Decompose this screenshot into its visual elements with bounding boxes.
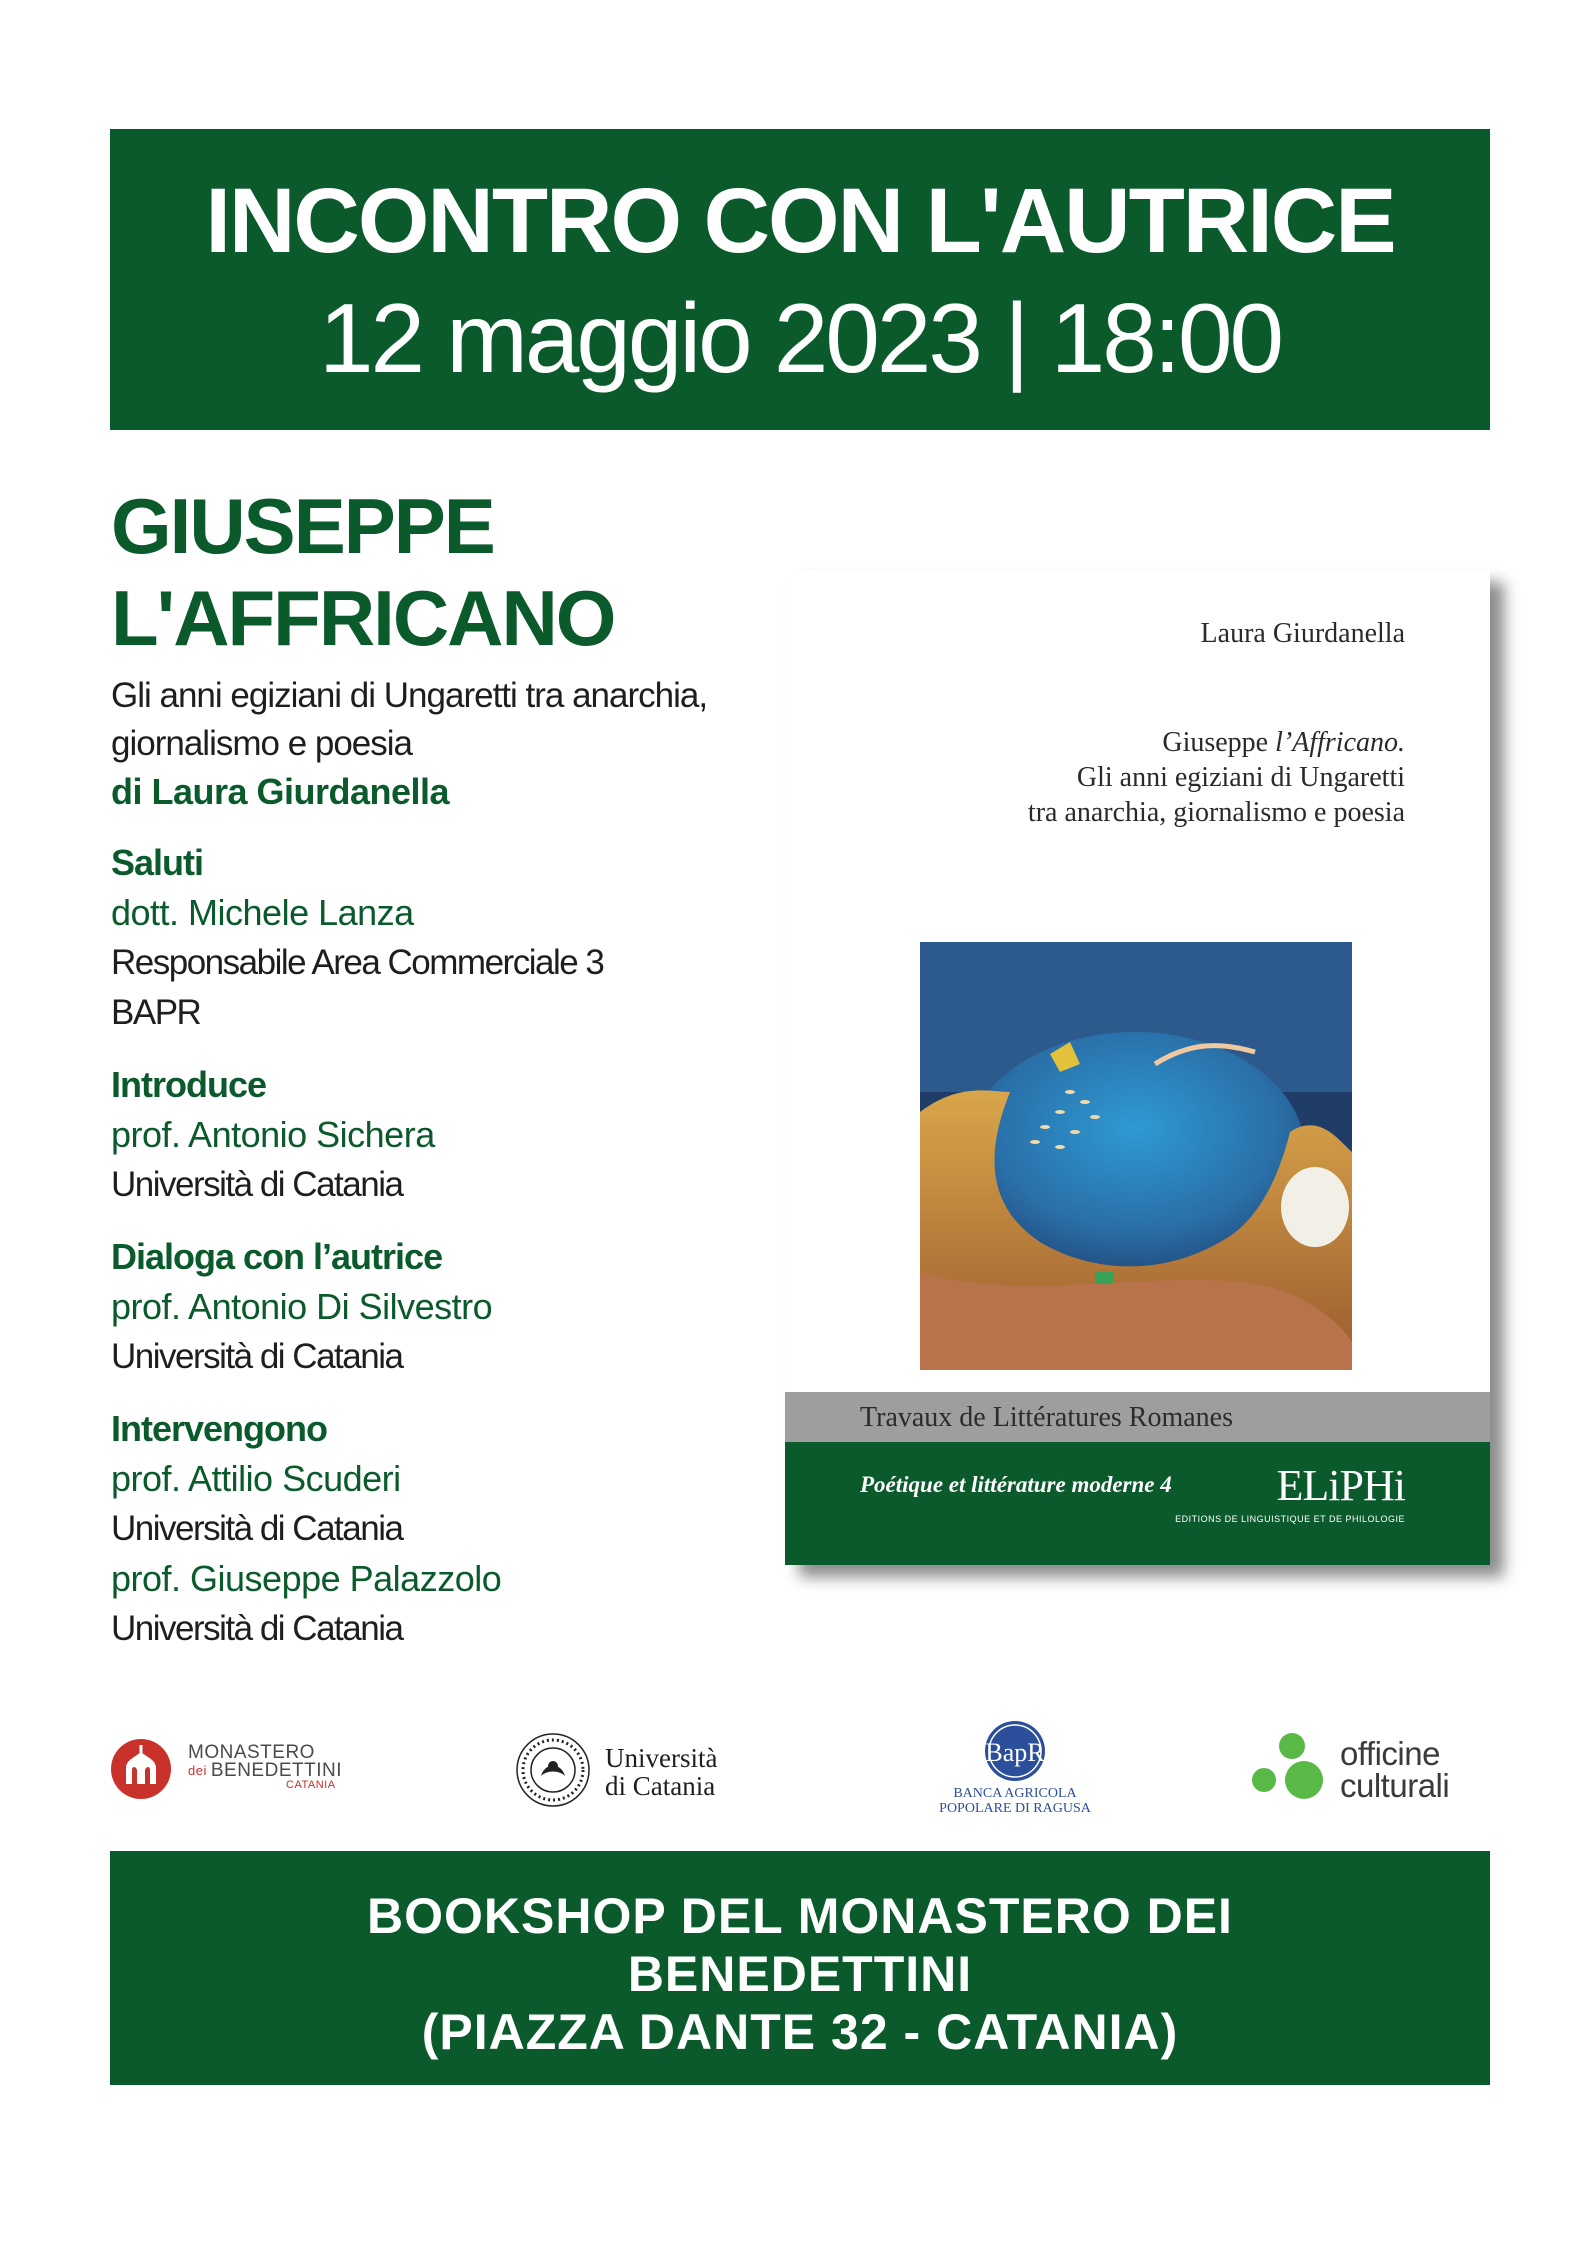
section-heading: Introduce <box>111 1064 267 1105</box>
section-heading: Dialoga con l’autrice <box>111 1236 443 1277</box>
logo-line: dei <box>188 1763 207 1778</box>
cover-title-line: Gli anni egiziani di Ungaretti <box>1076 762 1405 793</box>
speaker-name: dott. Michele Lanza <box>111 892 414 933</box>
officine-culturali-logo <box>1250 1720 1500 1820</box>
cover-title-line <box>1028 725 1405 760</box>
book-cover-image <box>785 570 1490 1565</box>
logo-line: culturali <box>1340 1767 1450 1804</box>
speaker-role: BAPR <box>111 993 201 1032</box>
bapr-logo <box>925 1720 1105 1820</box>
event-details <box>111 480 751 1654</box>
event-datetime: 12 maggio 2023 | 18:00 <box>318 283 1282 393</box>
event-title: INCONTRO CON L'AUTRICE <box>205 170 1395 272</box>
program-section-saluti <box>111 838 751 1038</box>
speaker-role: Università di Catania <box>111 1337 403 1376</box>
book-title <box>111 480 751 664</box>
venue-banner <box>110 1851 1490 2085</box>
venue-line: BENEDETTINI <box>627 1946 973 2002</box>
logo-line: BENEDETTINI <box>210 1760 342 1781</box>
speaker-name: prof. Attilio Scuderi <box>111 1458 401 1499</box>
logo-line: BANCA AGRICOLA <box>953 1786 1077 1801</box>
logo-line: POPOLARE DI RAGUSA <box>939 1801 1091 1816</box>
program-section-intervengono <box>111 1404 751 1654</box>
speaker-role: Università di Catania <box>111 1165 403 1204</box>
universita-catania-logo <box>515 1720 755 1820</box>
bapr-emblem-icon <box>970 1720 1060 1782</box>
logo-line: di Catania <box>605 1771 716 1801</box>
cover-title-italic: l’Affricano. <box>1275 727 1405 758</box>
cover-title <box>1028 725 1405 830</box>
speaker-role: Università di Catania <box>111 1609 403 1648</box>
cover-title-line: tra anarchia, giornalismo e poesia <box>1027 797 1405 828</box>
book-title-line: L'AFFRICANO <box>111 574 615 662</box>
unict-seal-icon <box>515 1732 591 1808</box>
speaker-name: prof. Antonio Di Silvestro <box>111 1286 493 1327</box>
program-section-introduce <box>111 1060 751 1210</box>
cover-painting <box>920 942 1352 1370</box>
bapr-monogram: BapR <box>985 1738 1045 1767</box>
speaker-name: prof. Antonio Sichera <box>111 1114 435 1155</box>
logo-line: MONASTERO <box>188 1742 315 1763</box>
cover-author: Laura Giurdanella <box>1200 618 1405 649</box>
monastero-emblem-icon <box>110 1738 172 1800</box>
venue-address <box>110 1887 1490 2061</box>
book-title-line: GIUSEPPE <box>111 482 494 570</box>
book-author: di Laura Giurdanella <box>111 771 450 812</box>
logo-line: Università <box>605 1743 718 1773</box>
speaker-name: prof. Giuseppe Palazzolo <box>111 1558 502 1599</box>
cover-series-band <box>785 1392 1490 1442</box>
venue-line: (PIAZZA DANTE 32 - CATANIA) <box>421 2004 1179 2060</box>
cover-collection-band <box>785 1442 1490 1565</box>
cover-series: Travaux de Littératures Romanes <box>860 1402 1233 1433</box>
logo-line: officine <box>1340 1735 1440 1772</box>
section-heading: Intervengono <box>111 1408 328 1449</box>
book-subtitle: Gli anni egiziani di Ungaretti tra anarchia, giornalismo e poesia <box>111 676 708 763</box>
speaker-role: Università di Catania <box>111 1509 403 1548</box>
cover-title-prefix: Giuseppe <box>1162 727 1276 758</box>
venue-line: BOOKSHOP DEL MONASTERO DEI <box>367 1888 1233 1944</box>
officine-dots-icon <box>1250 1732 1330 1812</box>
cover-collection: Poétique et littérature moderne 4 <box>860 1472 1172 1497</box>
publisher-logo: ELiPHi <box>1276 1461 1405 1510</box>
event-header <box>110 129 1490 430</box>
section-heading: Saluti <box>111 842 204 883</box>
logo-line: CATANIA <box>286 1779 336 1791</box>
publisher-tagline: EDITIONS DE LINGUISTIQUE ET DE PHILOLOGIE <box>1175 1514 1405 1524</box>
monastero-benedettini-logo <box>110 1720 370 1820</box>
program-section-dialoga <box>111 1232 751 1382</box>
speaker-role: Responsabile Area Commerciale 3 <box>111 943 604 982</box>
